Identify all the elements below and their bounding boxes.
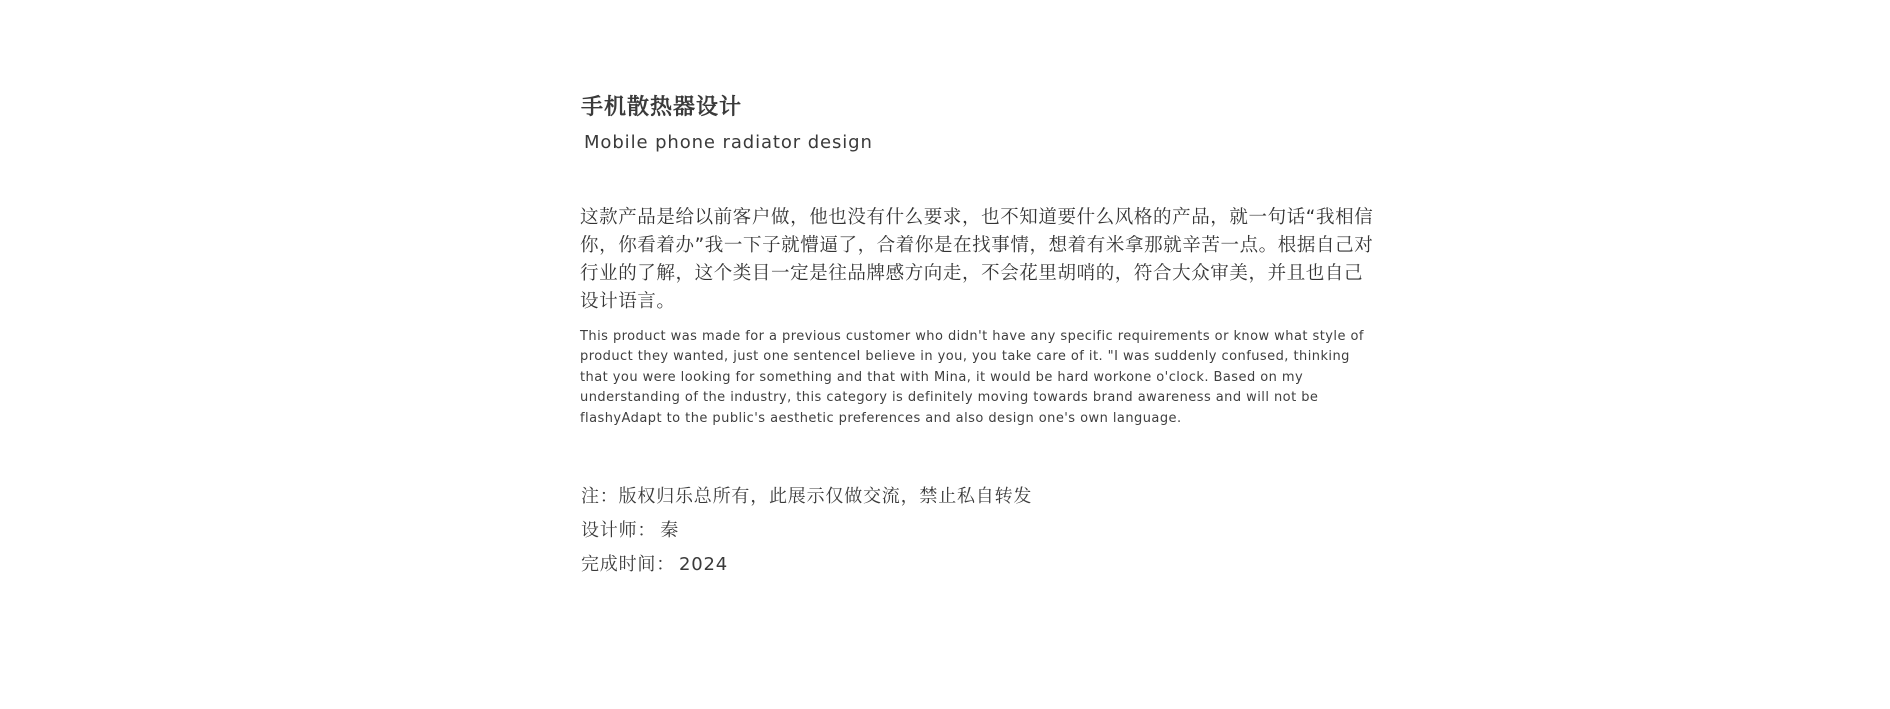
intro-section — [580, 93, 1380, 577]
designer-label: 设计师： — [581, 520, 657, 542]
page-subtitle: Mobile phone radiator design — [584, 132, 873, 153]
completion-date-label: 完成时间： — [581, 554, 675, 576]
completion-date-line — [581, 553, 1380, 577]
description-chinese: 这款产品是给以前客户做，他也没有什么要求，也不知道要什么风格的产品，就一句话“我相信你，你看着办”我一下子就懵逼了，合着你是在找事情，想着有米拿那就辛苦一点。根据自己对行业的了解，这个类目一定是往品牌感方向走，不会花里胡哨的，符合大众审美，并且也自己设计语言。 — [580, 207, 1374, 312]
description-english: This product was made for a previous customer who didn't have any specific requirements or know what style of product they wanted, just one sentenceI believe in you, you take care of it. "I was suddenly confused, thinking that you were looking for something and that with Mina, it would be hard workone o'clock. Based on my understanding of the industry, this category is definitely moving towards brand awareness and will not be flashyAdapt to the public's aesthetic preferences and also design one's own language. — [580, 329, 1364, 426]
notes-block — [581, 485, 1380, 577]
copyright-note: 注：版权归乐总所有，此展示仅做交流，禁止私自转发 — [581, 486, 1033, 508]
completion-date-value: 2024 — [679, 554, 729, 576]
designer-line — [581, 519, 1380, 543]
page-title: 手机散热器设计 — [581, 95, 743, 120]
designer-name: 秦 — [660, 520, 680, 542]
